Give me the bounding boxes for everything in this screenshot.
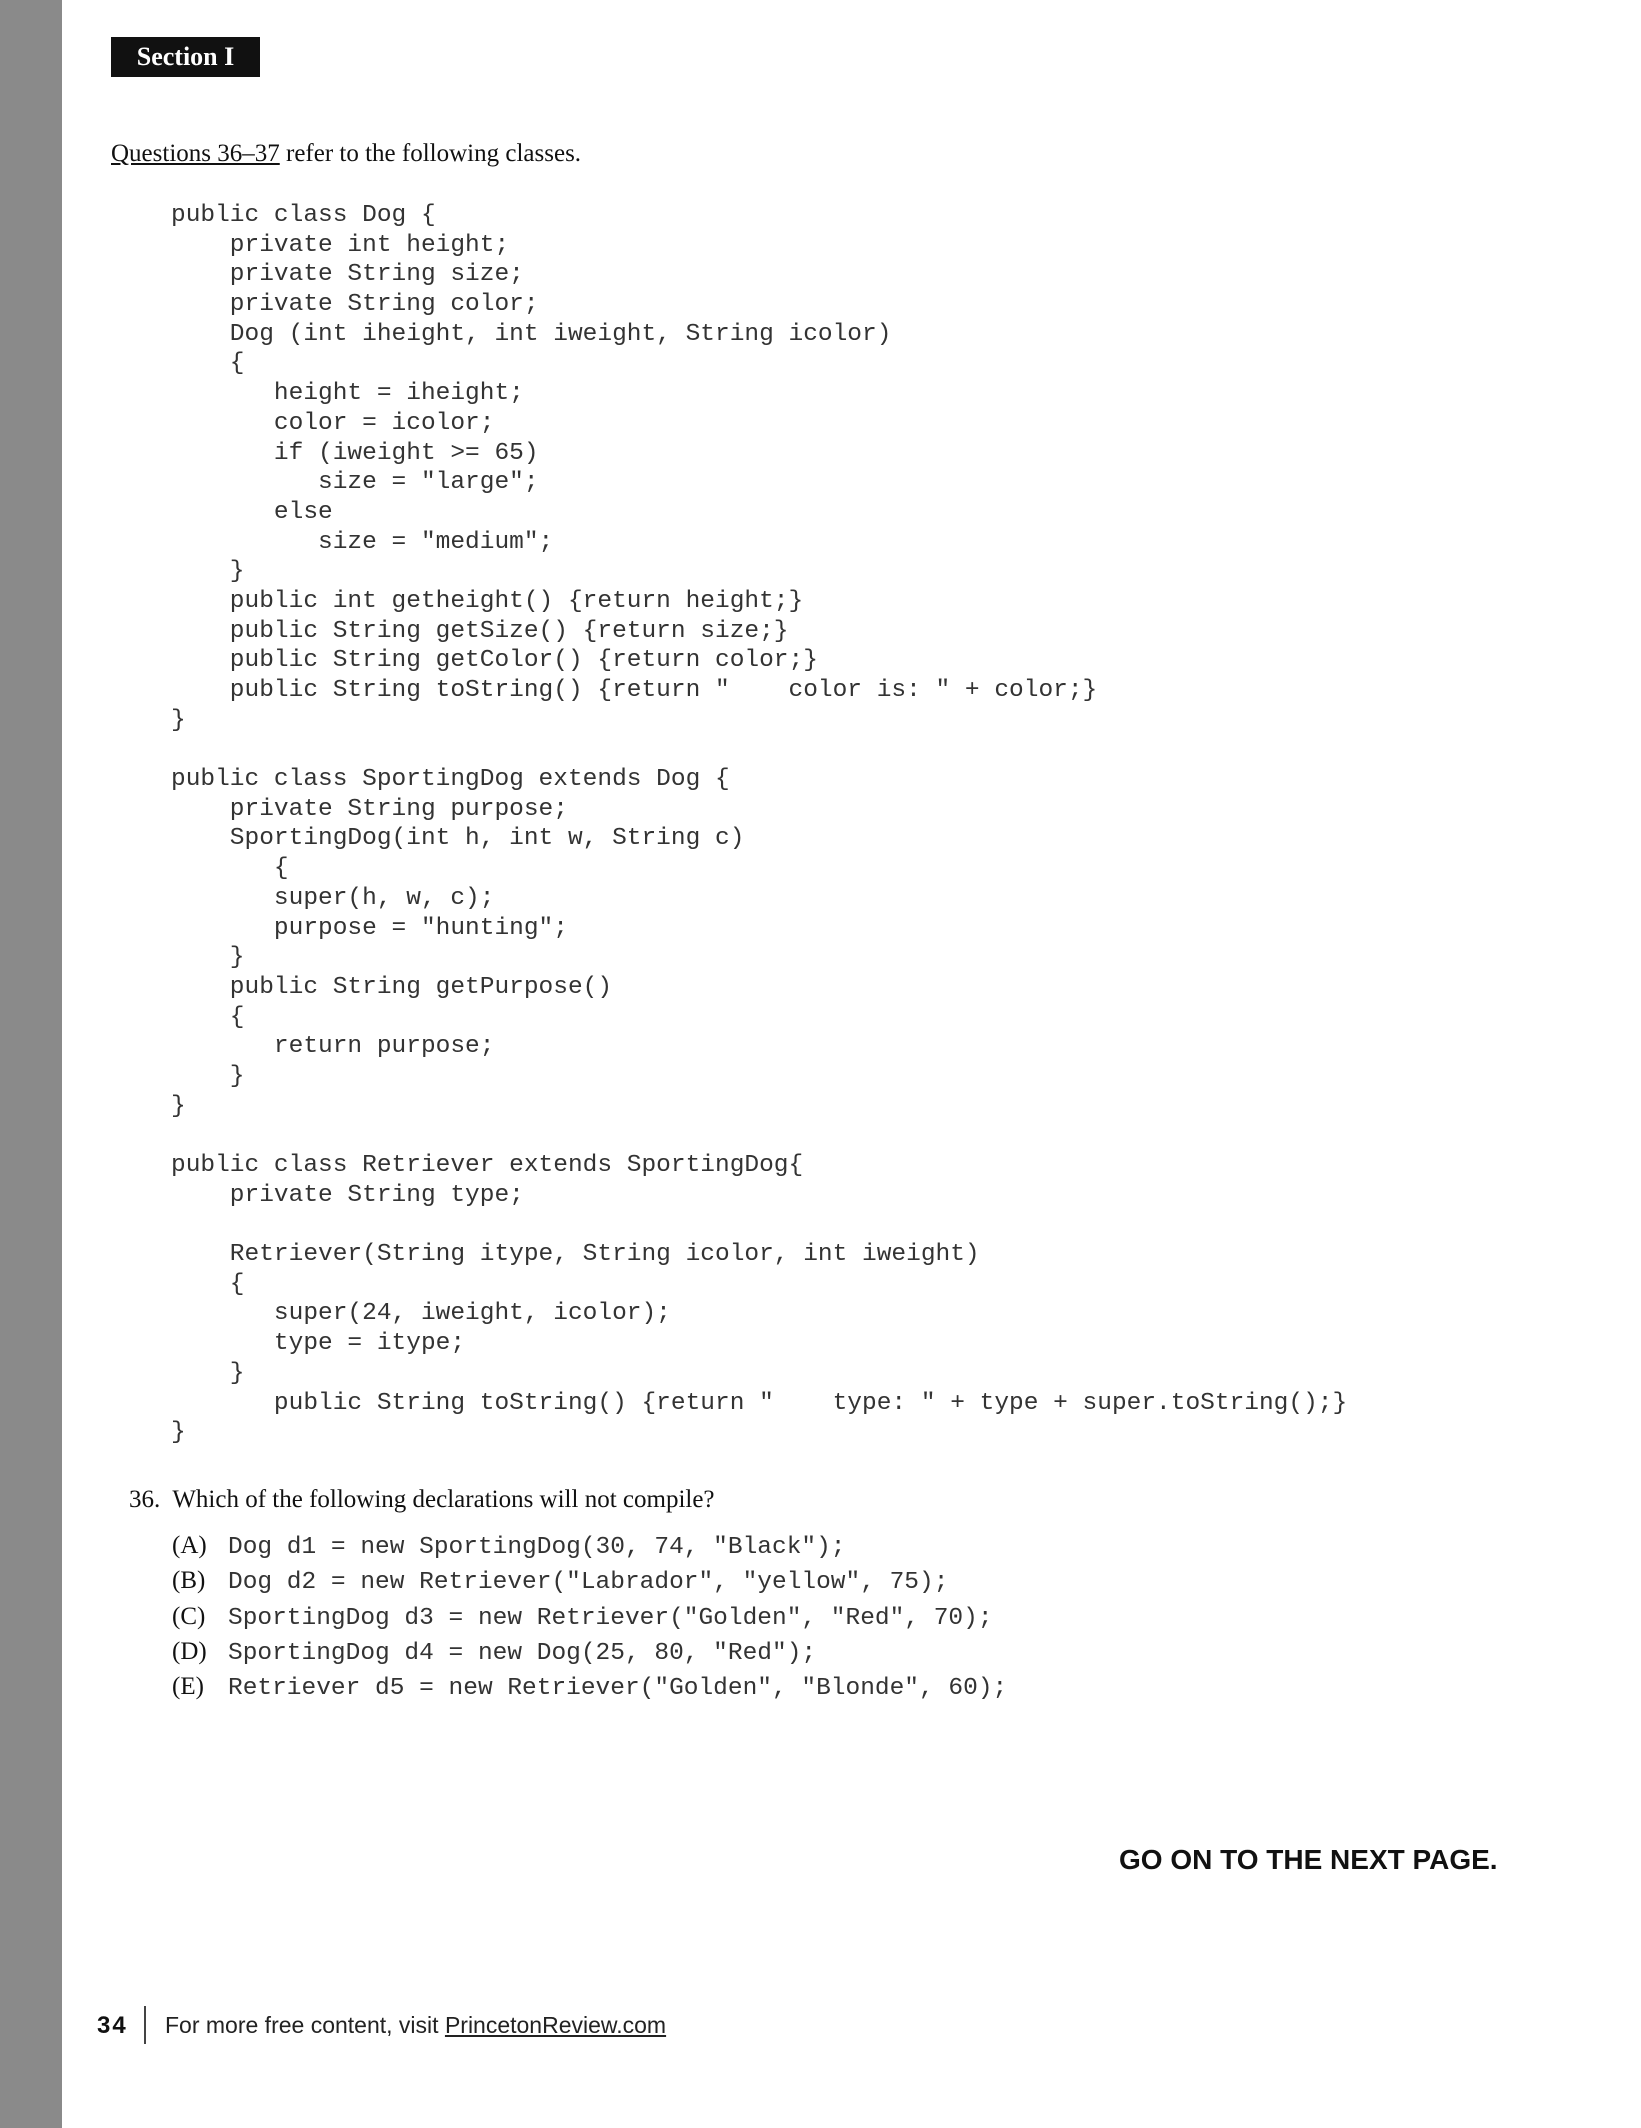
code-line: public class SportingDog extends Dog {: [171, 766, 730, 794]
option-letter: (A): [172, 1532, 207, 1559]
code-line: height = iheight;: [171, 380, 524, 408]
code-line: public String getSize() {return size;}: [171, 617, 789, 645]
code-line: size = "large";: [171, 469, 539, 497]
code-line: }: [171, 1419, 186, 1447]
option-code: SportingDog d3 = new Retriever("Golden", "Red", 70);: [228, 1604, 993, 1632]
code-line: purpose = "hunting";: [171, 914, 568, 942]
code-line: return purpose;: [171, 1033, 495, 1061]
option-code: Dog d2 = new Retriever("Labrador", "yellow", 75);: [228, 1569, 949, 1597]
footer-divider: [144, 2006, 146, 2044]
code-line: {: [171, 855, 289, 883]
code-line: public String getPurpose(): [171, 973, 613, 1001]
option-letter: (D): [172, 1637, 207, 1665]
code-line: public int getheight() {return height;}: [171, 587, 804, 615]
code-line: }: [171, 706, 186, 734]
option-letter: (B): [172, 1567, 206, 1595]
code-line: Dog (int iheight, int iweight, String icolor): [171, 320, 892, 348]
code-line: public String toString() {return " color is: " + color;}: [171, 677, 1098, 704]
code-line: private String purpose;: [171, 795, 568, 823]
code-line: }: [171, 944, 245, 972]
answer-options: [172, 1532, 1007, 1708]
option-code: Retriever d5 = new Retriever("Golden", "Blonde", 60);: [228, 1675, 1008, 1703]
next-page-notice: GO ON TO THE NEXT PAGE.: [1119, 1844, 1498, 1875]
code-line: private String size;: [171, 261, 524, 289]
answer-option[interactable]: [172, 1673, 1007, 1708]
answer-option[interactable]: [172, 1638, 1007, 1673]
code-line: [171, 1210, 1347, 1240]
left-margin-bar: [0, 0, 62, 2128]
intro-text: refer to the following classes.: [279, 140, 582, 167]
intro-line: [111, 140, 581, 168]
footer-text: [165, 2012, 666, 2039]
code-line: super(h, w, c);: [171, 884, 495, 912]
code-line: else: [171, 498, 333, 526]
code-line: private String type;: [171, 1181, 524, 1209]
code-line: public class Dog {: [171, 202, 436, 229]
footer-label: For more free content, visit: [165, 2012, 445, 2038]
code-line: Retriever(String itype, String icolor, int iweight): [171, 1241, 980, 1269]
code-line: public class Retriever extends SportingDog{: [171, 1152, 804, 1179]
answer-option[interactable]: [172, 1567, 1007, 1602]
code-line: {: [171, 350, 245, 378]
section-label: Section I: [111, 37, 260, 77]
question-text: Which of the following declarations will not compile?: [172, 1486, 715, 1513]
code-line: public String getColor() {return color;}: [171, 647, 818, 675]
code-listing: [171, 201, 1347, 1448]
page-number: 34: [97, 2012, 128, 2039]
code-line: }: [171, 1062, 245, 1090]
option-code: SportingDog d4 = new Dog(25, 80, "Red");: [228, 1639, 817, 1667]
code-line: private int height;: [171, 231, 510, 259]
code-line: {: [171, 1270, 245, 1298]
option-letter: (C): [172, 1602, 206, 1630]
code-line: super(24, iweight, icolor);: [171, 1300, 671, 1328]
code-line: if (iweight >= 65): [171, 439, 539, 467]
code-line: type = itype;: [171, 1330, 466, 1358]
answer-option[interactable]: [172, 1603, 1007, 1638]
code-line: SportingDog(int h, int w, String c): [171, 825, 745, 853]
code-line: public String toString() {return " type: " + type + super.toString();}: [171, 1389, 1348, 1417]
code-line: }: [171, 1359, 245, 1387]
questions-reference-link[interactable]: Questions 36–37: [111, 140, 280, 167]
code-line: [171, 1121, 1347, 1151]
code-line: {: [171, 1003, 245, 1031]
option-letter: (E): [172, 1673, 204, 1701]
answer-option[interactable]: [172, 1532, 1007, 1567]
code-line: }: [171, 1092, 186, 1120]
code-line: color = icolor;: [171, 409, 495, 437]
question-number: 36.: [129, 1486, 161, 1513]
question-36: [129, 1486, 715, 1514]
code-line: [171, 735, 1347, 765]
code-line: }: [171, 558, 245, 586]
option-code: Dog d1 = new SportingDog(30, 74, "Black");: [228, 1534, 846, 1561]
princeton-review-link[interactable]: PrincetonReview.com: [444, 2012, 667, 2038]
code-line: size = "medium";: [171, 528, 554, 556]
code-line: private String color;: [171, 291, 539, 319]
